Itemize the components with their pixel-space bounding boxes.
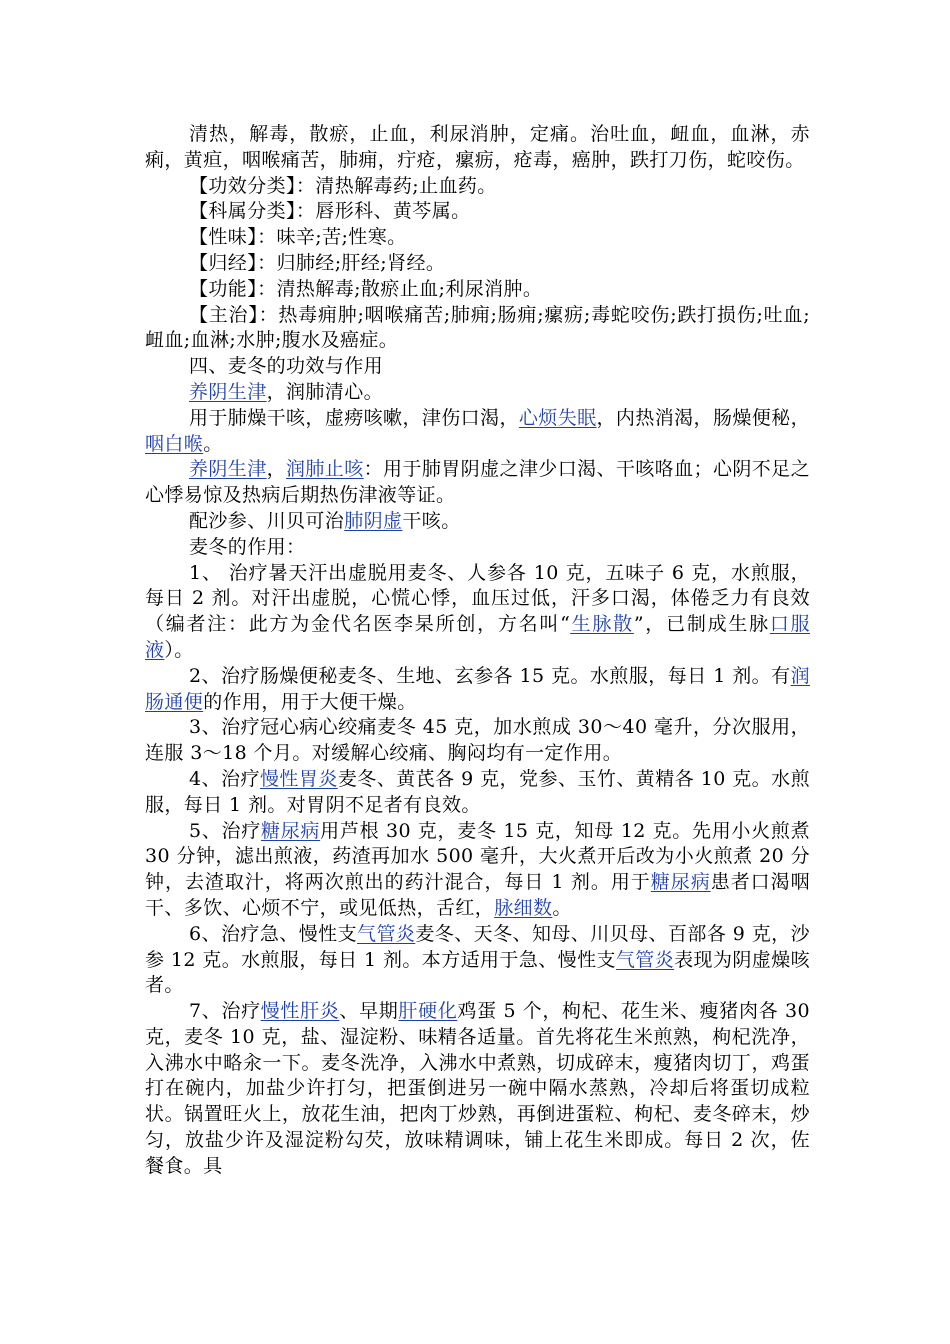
paragraph: [145, 225, 810, 251]
paragraph: [145, 174, 810, 200]
text-run: ”，已制成生脉: [633, 613, 770, 636]
hyperlink[interactable]: 气管炎: [357, 922, 416, 945]
text-run: 用于肺燥干咳，虚痨咳嗽，津伤口渴，: [189, 406, 519, 429]
text-run: ，内热消渴，肠燥便秘，: [596, 406, 810, 429]
text-run: 2、治疗肠燥便秘麦冬、生地、玄参各 15 克。水煎服，每日 1 剂。有: [189, 664, 791, 687]
paragraph: [145, 457, 810, 509]
text-run: 表现为阴虚燥咳者。: [145, 948, 810, 997]
text-run: 【功能】：清热解毒;散瘀止血;利尿消肿。: [189, 277, 543, 300]
text-run: 的作用，用于大便干燥。: [203, 690, 417, 713]
text-run: 【性味】：味辛;苦;性寒。: [189, 226, 407, 249]
text-run: 鸡蛋 5 个，枸杞、花生米、瘦猪肉各 30 克，麦冬 10 克，盐、湿淀粉、味精各适量。首先将花生米煎熟，枸杞洗净，入沸水中略汆一下。麦冬洗净，入沸水中煮熟，切成碎末，瘦猪肉切丁，鸡蛋打在碗内，加盐少许打匀，把蛋倒进另一碗中隔水蒸熟，冷却后将蛋切成粒状。锅置旺火上，放花生油，把肉丁炒熟，再倒进蛋粒、枸杞、麦冬碎末，炒匀，放盐少许及湿淀粉勾芡，放味精调味，铺上花生米即成。每日 2 次，佐餐食。具: [145, 1000, 810, 1177]
paragraph: [145, 509, 810, 535]
text-run: 配沙参、川贝可治: [189, 509, 345, 532]
text-run: 清热，解毒，散瘀，止血，利尿消肿，定痛。治吐血，衄血，血淋，赤痢，黄疸，咽喉痛苦，肺痈，疔疮，瘰疬，疮毒，癌肿，跌打刀伤，蛇咬伤。: [145, 123, 810, 171]
paragraph: [145, 251, 810, 277]
hyperlink[interactable]: 养阴生津: [189, 380, 267, 403]
text-run: 、早期: [339, 1000, 399, 1023]
hyperlink[interactable]: 肝硬化: [398, 1000, 458, 1023]
paragraph: [145, 199, 810, 225]
text-run: 3、治疗冠心病心绞痛麦冬 45 克，加水煎成 30～40 毫升，分次服用，连服 3～18 个月。对缓解心绞痛、胸闷均有一定作用。: [145, 716, 810, 765]
text-run: 干咳。: [402, 509, 461, 532]
text-run: 麦冬的作用：: [189, 535, 306, 558]
hyperlink[interactable]: 糖尿病: [650, 871, 711, 894]
hyperlink[interactable]: 糖尿病: [260, 819, 321, 842]
paragraph: [145, 122, 810, 174]
text-run: 用芦根 30 克，麦冬 15 克，知母 12 克。先用小火煎煮 30 分钟，滤出煎液，药渣再加水 500 毫升，大火煮开后改为小火煎煮 20 分钟，去渣取汁，将两次煎出的药汁混合，每日 1 剂。用于: [145, 819, 810, 894]
paragraph: [145, 999, 810, 1180]
paragraph: [145, 664, 810, 716]
document-page: [145, 122, 810, 1180]
hyperlink[interactable]: 气管炎: [615, 948, 675, 971]
text-run: 。: [203, 432, 223, 455]
hyperlink[interactable]: 慢性胃炎: [259, 767, 338, 790]
text-run: 【科属分类】：唇形科、黄芩属。: [189, 200, 471, 223]
paragraph: [145, 277, 810, 303]
hyperlink[interactable]: 养阴生津: [189, 458, 267, 481]
text-run: 。: [552, 896, 572, 919]
hyperlink[interactable]: 脉细数: [494, 896, 553, 919]
paragraph: [145, 406, 810, 458]
paragraph: [145, 303, 810, 355]
text-run: 5、治疗: [189, 819, 261, 842]
text-run: 四、麦冬的功效与作用: [189, 355, 384, 378]
paragraph: [145, 715, 810, 767]
text-run: 麦冬、黄芪各 9 克，党参、玉竹、黄精各 10 克。水煎服，每日 1 剂。对胃阴不足者有良效。: [145, 767, 810, 816]
text-run: 【主治】：热毒痈肿;咽喉痛苦;肺痈;肠痈;瘰疬;毒蛇咬伤;跌打损伤;吐血;衄血;血淋;水肿;腹水及癌症。: [145, 303, 810, 352]
text-run: ）。: [164, 638, 194, 661]
paragraph: [145, 819, 810, 922]
hyperlink[interactable]: 口服液: [145, 613, 810, 661]
text-run: 6、治疗急、慢性支: [189, 922, 358, 945]
paragraph: [145, 354, 810, 380]
hyperlink[interactable]: 润肠通便: [145, 664, 810, 713]
text-run: 麦冬、天冬、知母、川贝母、百部各 9 克，沙参 12 克。水煎服，每日 1 剂。本方适用于急、慢性支: [145, 922, 810, 971]
text-run: ，润肺清心。: [266, 380, 384, 403]
hyperlink[interactable]: 肺阴虚: [344, 509, 403, 532]
paragraph: [145, 380, 810, 406]
text-run: 1、 治疗暑天汗出虚脱用麦冬、人参各 10 克，五味子 6 克，水煎服，每日 2 剂。对汗出虚脱，心慌心悸，血压过低，汗多口渴，体倦乏力有良效（编者注：此方为金代名医李杲所创，方名叫“: [145, 561, 810, 636]
hyperlink[interactable]: 咽白喉: [145, 432, 204, 455]
text-run: ，: [266, 458, 287, 481]
paragraph: [145, 767, 810, 819]
paragraph: [145, 561, 810, 664]
paragraph: [145, 922, 810, 999]
paragraph: [145, 535, 810, 561]
text-run: 【功效分类】：清热解毒药;止血药。: [189, 174, 497, 197]
hyperlink[interactable]: 心烦失眠: [518, 406, 597, 429]
hyperlink[interactable]: 生脉散: [570, 613, 634, 636]
text-run: 患者口渴咽干、多饮、心烦不宁，或见低热，舌红，: [145, 871, 810, 919]
text-run: ：用于肺胃阴虚之津少口渴、干咳咯血；心阴不足之心悸易惊及热病后期热伤津液等证。: [145, 458, 810, 507]
hyperlink[interactable]: 慢性肝炎: [260, 1000, 340, 1023]
text-run: 4、治疗: [189, 767, 260, 790]
hyperlink[interactable]: 润肺止咳: [286, 458, 364, 481]
text-run: 【归经】：归肺经;肝经;肾经。: [189, 251, 446, 274]
text-run: 7、治疗: [189, 1000, 261, 1023]
